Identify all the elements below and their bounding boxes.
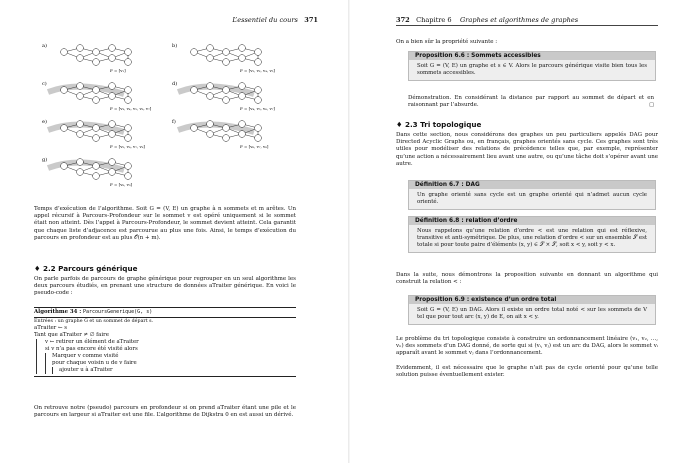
- graph-panel: [172, 80, 275, 111]
- chapter-title: Graphes et algorithmes de graphes: [460, 16, 579, 24]
- graph-node: [125, 97, 132, 104]
- graph-node: [77, 45, 84, 52]
- panel-caption: F = [v₂, v₃, v₄, v₅]: [240, 68, 275, 73]
- panel-label: b): [172, 43, 178, 49]
- panel-caption: F = [v₅, v₆, v₇, v₈]: [110, 144, 145, 149]
- graph-node: [77, 83, 84, 90]
- graph-node: [93, 173, 100, 180]
- graph-node: [109, 45, 116, 52]
- graph-node: [255, 49, 262, 56]
- proposition-6-9-title: Proposition 6.9 : existence d’un ordre total: [409, 296, 655, 304]
- graph-node: [93, 87, 100, 94]
- graph-node: [223, 125, 230, 132]
- graph-panel: [42, 156, 133, 187]
- proposition-6-6-title: Proposition 6.6 : Sommets accessibles: [409, 52, 655, 60]
- right-page-number: 372: [396, 16, 410, 24]
- graph-node: [239, 131, 246, 138]
- graph-node: [109, 131, 116, 138]
- generic-traversal-paragraph: On parle parfois de parcours de graphe générique pour regrouper en un seul algorithme les deux parcours étudiés, en prenant une structure de données aTraiter générique. En voici le pseudo-code :: [34, 276, 296, 297]
- definition-6-8-body: Nous rappelons qu’une relation d’ordre < est une relation qui est réflexive, transitive et anti-symétrique. De plus, une relation d’ordre < sur un ensemble 𝒮 est totale si pour toute paire d’éléments (x, y) ∈ 𝒮 × 𝒮, soit x < y, soit y < x.: [417, 228, 647, 248]
- graph-node: [77, 159, 84, 166]
- graph-node: [93, 125, 100, 132]
- graph-node: [207, 93, 214, 100]
- graph-panel: [42, 80, 152, 111]
- algorithm-line: si v n’a pas encore été visité alors: [36, 346, 296, 353]
- panel-label: f): [172, 119, 176, 125]
- algorithm-line: ajouter u à aTraiter: [52, 367, 113, 374]
- proposition-6-6-body: Soit G = (V, E) un graphe et s ∈ V. Alors le parcours générique visite bien tous les sommets accessibles.: [417, 63, 647, 76]
- graph-node: [239, 121, 246, 128]
- closing-paragraph: On retrouve notre (pseudo) parcours en profondeur si on prend aTraiter étant une pile et le parcours en largeur si aTraiter est une file. L’algorithme de Dijkstra 0 en est aussi un dérivé.: [34, 405, 296, 419]
- proposition-6-9-body: Soit G = (V, E) un DAG. Alors il existe un ordre total noté < sur les sommets de V tel que pour tout arc (x, y) de E, on ait x < y.: [417, 307, 647, 320]
- graph-node: [109, 83, 116, 90]
- panel-caption: F = [v₈, v₉]: [110, 182, 133, 187]
- dag-intro-paragraph: Dans cette section, nous considérons des graphes un peu particuliers appelés DAG pour Directed Acyclic Graphs ou, en français, graphes orientés sans cycle. Ces graphes sont très utiles pour modéliser des relations de précédence telles que, par exemple, représenter qu’une action a nécessairement lieu avant une autre, ou qu’une tâche doit s’opérer avant une autre.: [396, 132, 658, 167]
- panel-caption: F = [v₄, v₅, v₆, v₇]: [240, 106, 275, 111]
- graph-node: [207, 55, 214, 62]
- graph-node: [255, 135, 262, 142]
- graph-node: [191, 125, 198, 132]
- panel-label: e): [42, 119, 47, 125]
- definition-6-8-title: Définition 6.8 : relation d’ordre: [409, 217, 655, 225]
- qed-symbol: □: [649, 102, 654, 109]
- acyclic-requirement-paragraph: Evidemment, il est nécessaire que le graphe n’ait pas de cycle orienté pour qu’une telle solution puisse éventuellement exister.: [396, 365, 658, 379]
- panel-label: g): [42, 157, 48, 163]
- section-2-2-heading: ♦ 2.2 Parcours générique: [34, 264, 138, 273]
- graph-node: [125, 135, 132, 142]
- graph-panel: [42, 42, 131, 73]
- chapter-label: Chapitre 6: [416, 16, 452, 24]
- panel-caption: F = [v₆, v₇, v₈]: [240, 144, 269, 149]
- graph-node: [77, 93, 84, 100]
- graph-node: [207, 131, 214, 138]
- left-header-title: L’essentiel du cours: [232, 16, 298, 24]
- graph-node: [223, 49, 230, 56]
- graph-node: [61, 125, 68, 132]
- demonstration-paragraph: [408, 95, 654, 109]
- definition-6-8-box: [408, 216, 656, 253]
- left-page-number: 371: [304, 16, 318, 24]
- graph-node: [223, 135, 230, 142]
- graph-node: [255, 87, 262, 94]
- graph-node: [109, 121, 116, 128]
- proposition-6-6-box: [408, 51, 656, 81]
- algorithm-34-block: [34, 307, 296, 377]
- graph-node: [125, 49, 132, 56]
- graph-node: [239, 83, 246, 90]
- panel-caption: F = [v₁]: [110, 68, 126, 73]
- graph-panel: [172, 42, 275, 73]
- graph-node: [255, 97, 262, 104]
- graph-node: [109, 169, 116, 176]
- definition-6-7-title: Définition 6.7 : DAG: [409, 181, 655, 189]
- algorithm-title: [34, 308, 296, 317]
- panel-caption: F = [v₃, v₄, v₅, v₆, v₇]: [110, 106, 152, 111]
- demonstration-text: Démonstration. En considérant la distance par rapport au sommet de départ et en raisonnant par l’absurde.: [408, 95, 654, 109]
- algorithm-line: pour chaque voisin u de v faire: [45, 360, 137, 367]
- panel-label: c): [42, 81, 47, 87]
- graph-node: [223, 87, 230, 94]
- algorithm-line: aTraiter ← s: [34, 325, 67, 331]
- graph-node: [239, 55, 246, 62]
- graph-node: [61, 87, 68, 94]
- algorithm-title-prefix: Algorithme 34 :: [34, 309, 82, 315]
- topological-sort-paragraph: Le problème du tri topologique consiste à construire un ordonnancement linéaire (v₁, v₂, …, vₙ) des sommets d’un DAG donné, de sorte qui si (vᵢ, vⱼ) est un arc du DAG, alors le sommet vᵢ apparaît avant le sommet vⱼ dans l’ordonnancement.: [396, 336, 658, 357]
- section-2-3-heading: ♦ 2.3 Tri topologique: [396, 120, 482, 129]
- algorithm-line: v ← retirer un élément de aTraiter: [36, 339, 296, 346]
- right-page: [350, 0, 700, 463]
- algorithm-inputs: Entrées : un graphe G et un sommet de départ s.: [34, 319, 154, 324]
- graph-node: [239, 45, 246, 52]
- intro-line: On a bien sûr la propriété suivante :: [396, 39, 498, 45]
- right-running-header: [396, 16, 658, 26]
- graph-node: [125, 163, 132, 170]
- graph-node: [125, 125, 132, 132]
- graph-node: [93, 59, 100, 66]
- graph-node: [77, 169, 84, 176]
- graph-node: [125, 59, 132, 66]
- graph-node: [61, 163, 68, 170]
- graph-node: [125, 173, 132, 180]
- graph-node: [61, 49, 68, 56]
- graph-node: [255, 59, 262, 66]
- graph-node: [93, 49, 100, 56]
- graph-node: [93, 163, 100, 170]
- graph-panel: [172, 118, 269, 149]
- panel-label: a): [42, 43, 47, 49]
- graph-node: [207, 83, 214, 90]
- algorithm-line: Marquer v comme visité: [45, 353, 118, 360]
- traversal-figure: [40, 40, 298, 200]
- graph-node: [77, 55, 84, 62]
- graph-node: [109, 55, 116, 62]
- execution-time-paragraph: Temps d’exécution de l’algorithme. Soit G = (V, E) un graphe à n sommets et m arêtes. Un appel récursif à Parcours-Profondeur sur le sommet v est opéré uniquement si le sommet était non atteint. Dès l’appel à Parcours-Profondeur, le sommet devient atteint. Cela garantit que chaque liste d’adjacence est parcourue au plus une fois. Ainsi, le temps d’exécution du parcours en profondeur est au plus 𝒪(n + m).: [34, 206, 296, 241]
- graph-node: [191, 49, 198, 56]
- panel-label: d): [172, 81, 178, 87]
- graph-node: [93, 135, 100, 142]
- graph-node: [239, 93, 246, 100]
- graph-node: [93, 97, 100, 104]
- graph-node: [77, 131, 84, 138]
- definition-6-7-body: Un graphe orienté sans cycle est un graphe orienté qui n’admet aucun cycle orienté.: [417, 192, 647, 205]
- algorithm-line: Tant que aTraiter ≠ ∅ faire: [34, 332, 109, 338]
- graph-node: [207, 45, 214, 52]
- graph-node: [109, 93, 116, 100]
- graph-panel: [42, 118, 145, 149]
- graph-node: [191, 87, 198, 94]
- graph-node: [223, 59, 230, 66]
- algorithm-title-name: ParcoursGenerique(G, s): [83, 309, 153, 315]
- graph-node: [223, 97, 230, 104]
- order-intro-paragraph: Dans la suite, nous démontrons la proposition suivante en donnant un algorithme qui construit la relation < :: [396, 272, 658, 286]
- proposition-6-9-box: [408, 295, 656, 325]
- graph-node: [77, 121, 84, 128]
- definition-6-7-box: [408, 180, 656, 210]
- graph-node: [255, 125, 262, 132]
- graph-node: [109, 159, 116, 166]
- graph-node: [207, 121, 214, 128]
- graph-node: [125, 87, 132, 94]
- left-running-header: [232, 16, 318, 24]
